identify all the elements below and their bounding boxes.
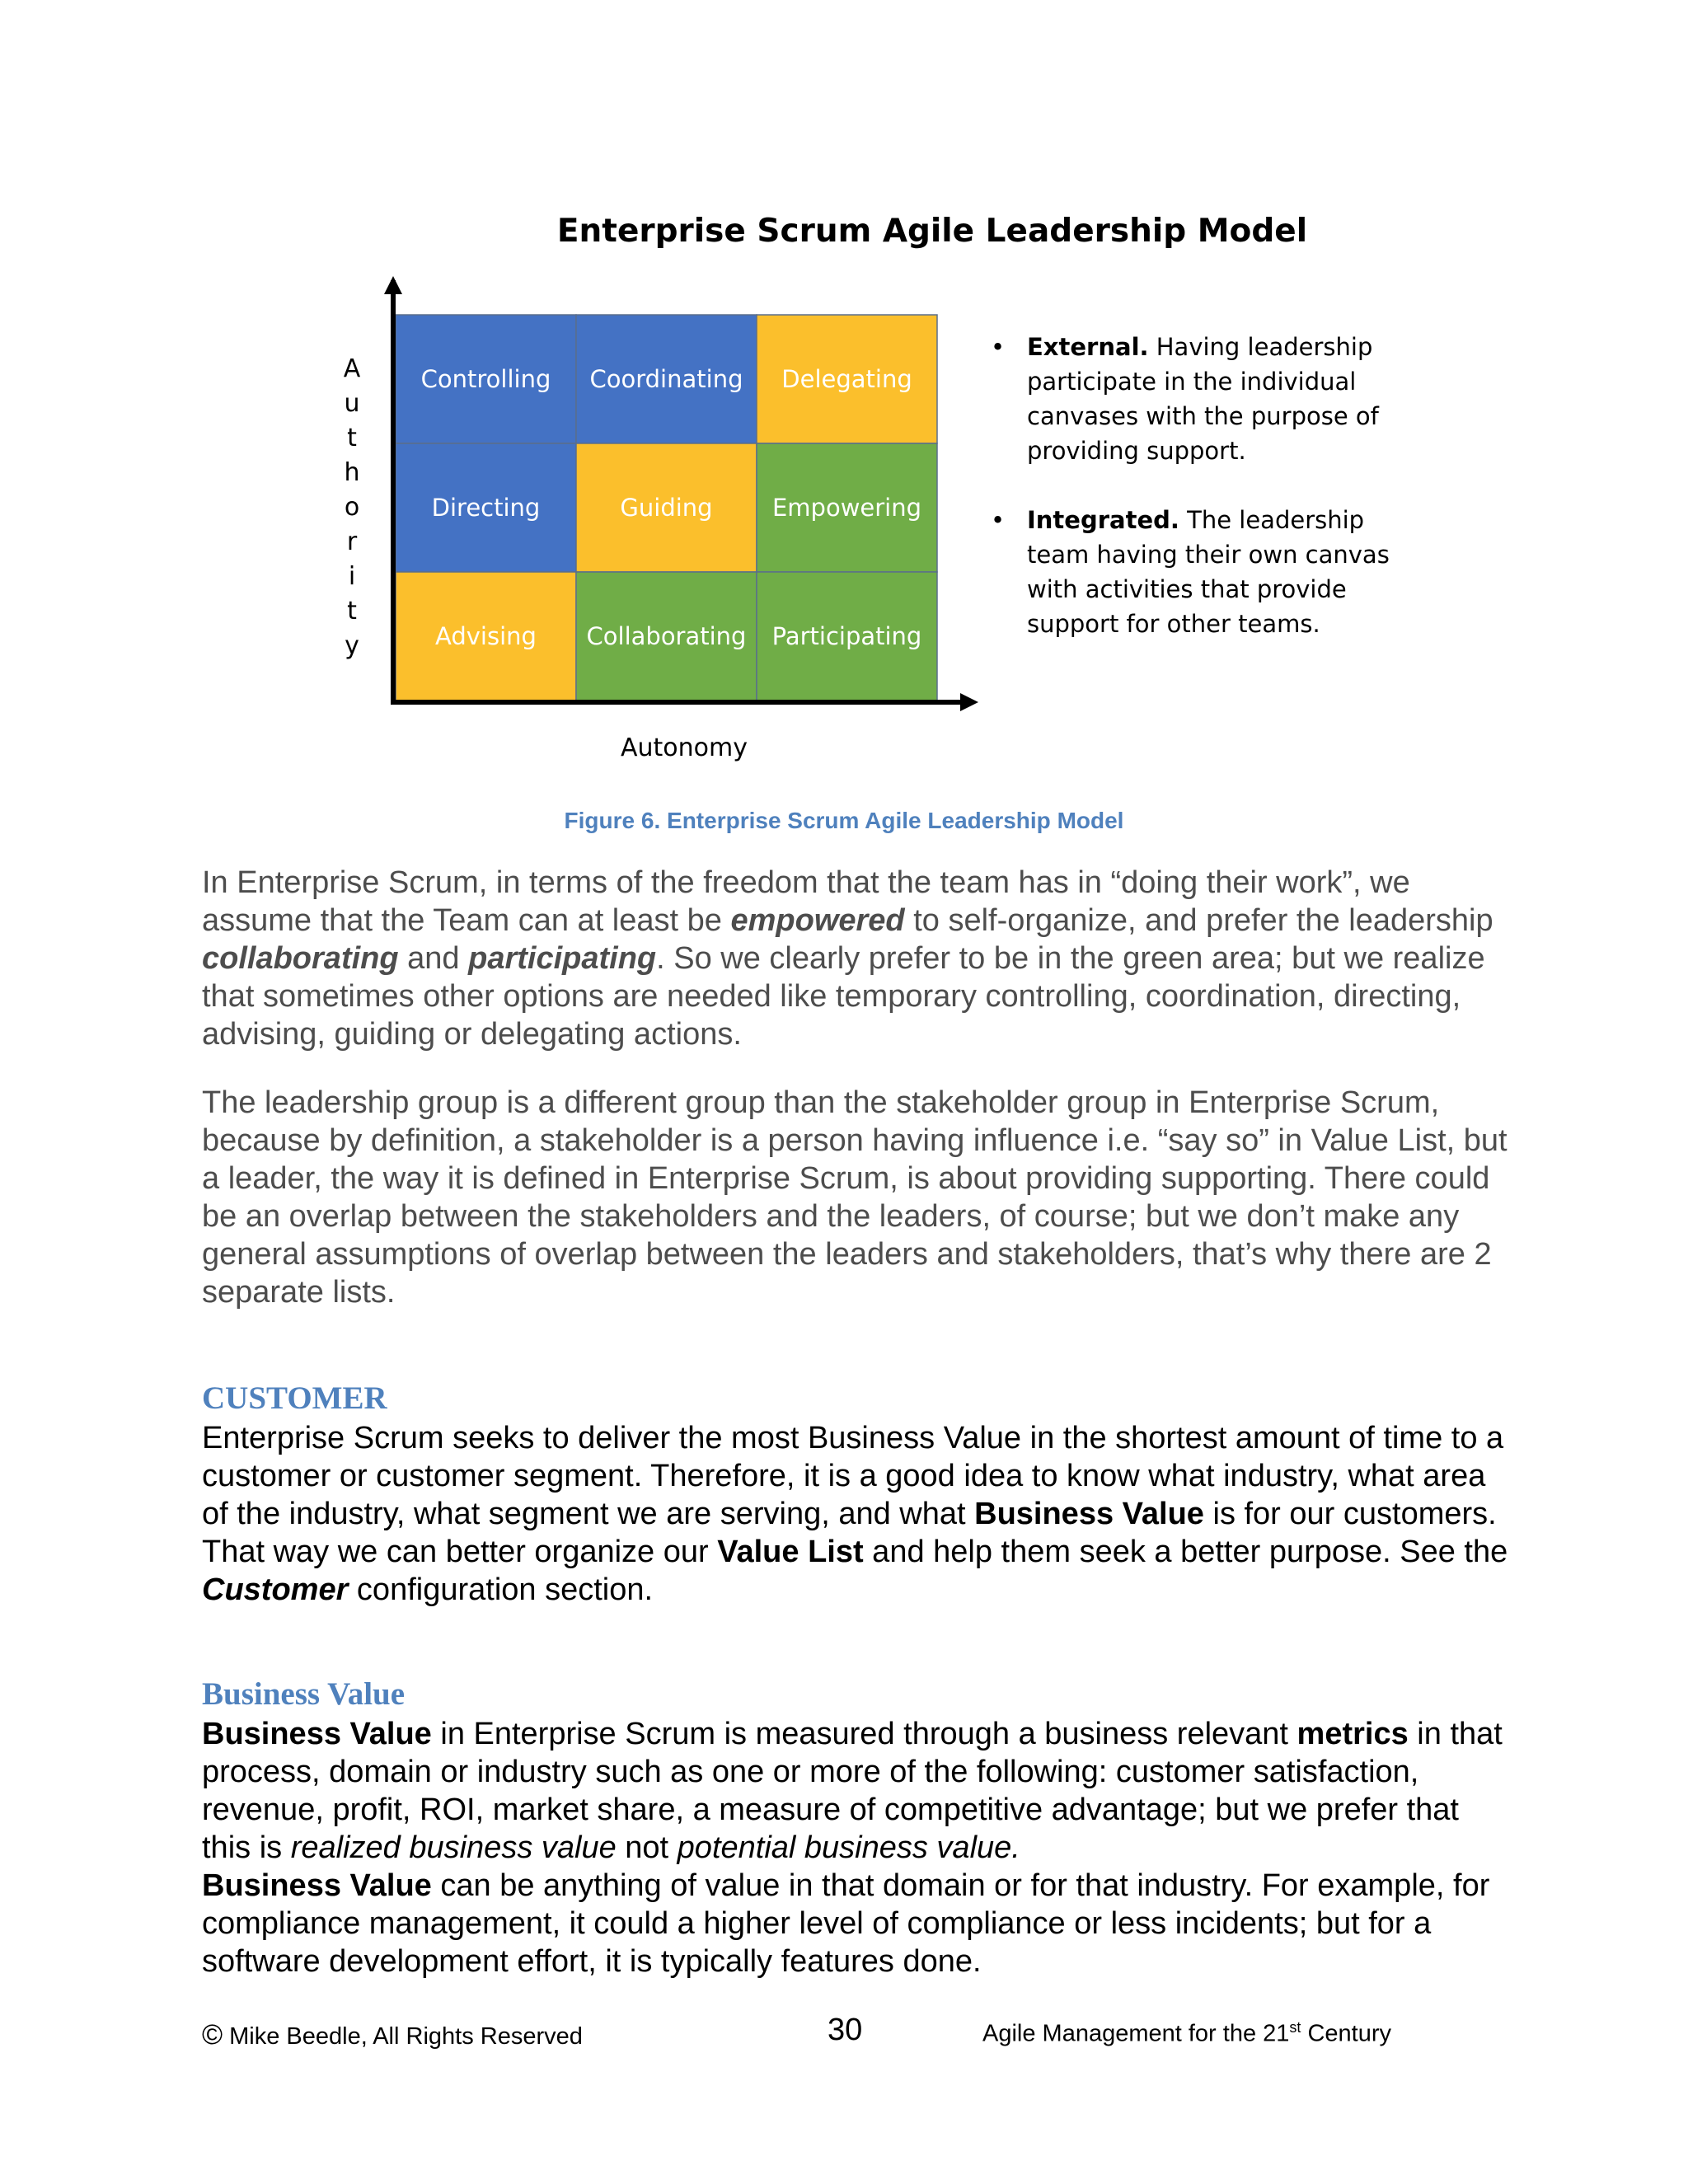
figure-caption: Figure 6. Enterprise Scrum Agile Leadership Model — [564, 808, 1124, 833]
text-run: not — [616, 1830, 678, 1865]
bullet-term: Integrated. — [1027, 506, 1179, 534]
footer-book-title — [982, 2019, 1391, 2048]
leadership-model-chart — [326, 276, 985, 771]
emphasis-empowered: empowered — [730, 903, 905, 938]
text-run: and — [398, 941, 469, 976]
figure-title: Enterprise Scrum Agile Leadership Model — [556, 213, 1308, 250]
copyright-symbol: © — [202, 2019, 223, 2050]
text-run: in that process, domain or industry such as one or more of the following: customer satisfaction, revenue, profit, ROI, market share, a measure of competitive advantage; but we prefer that this is — [202, 1717, 1503, 1865]
y-axis-letter: h — [344, 458, 360, 487]
bold-value-list: Value List — [717, 1535, 864, 1569]
text-run: can be anything of value in that domain or for that industry. For example, for compliance management, it could a higher level of compliance or less incidents; but for a software development effort, it is typically features done. — [202, 1868, 1490, 1979]
bullet-text: Having leadership participate in the individual canvases with the purpose of providing support. — [1027, 333, 1379, 465]
x-axis-label: Autonomy — [621, 733, 748, 762]
y-axis-letter: i — [348, 562, 356, 591]
italic-realized-value: realized business value — [290, 1830, 617, 1865]
emphasis-participating: participating — [468, 941, 657, 976]
text-run: to self-organize, and prefer the leadership — [904, 903, 1493, 938]
page-number: 30 — [828, 2013, 863, 2047]
paragraph-business-value — [202, 1715, 1512, 1980]
grid-label-guiding: Guiding — [620, 494, 713, 522]
y-axis-letter: r — [346, 527, 358, 556]
y-axis-letter: t — [347, 424, 357, 452]
text-run: Enterprise Scrum seeks to deliver the most Business Value in the shortest amount of time to a customer or customer segment. Therefore, it is a good idea to know what industry, what area of the industry, what segment we are serving, and what — [202, 1421, 1504, 1531]
text-run: and help them seek a better purpose. See the — [863, 1535, 1508, 1569]
heading-customer: CUSTOMER — [202, 1380, 387, 1416]
text-run: in Enterprise Scrum is measured through a business relevant — [431, 1717, 1297, 1751]
bold-business-value: Business Value — [202, 1868, 432, 1903]
bullet-external — [989, 330, 1418, 468]
bullet-term: External. — [1027, 333, 1149, 361]
y-axis-arrowhead — [384, 276, 402, 294]
y-axis-letter: t — [347, 597, 357, 626]
grid-label-participating: Participating — [771, 622, 922, 650]
y-axis-letter: A — [343, 354, 361, 383]
y-axis-label — [344, 354, 361, 660]
y-axis-letter: u — [344, 389, 360, 418]
grid-label-directing: Directing — [431, 494, 541, 522]
bold-business-value: Business Value — [974, 1497, 1204, 1531]
grid-label-advising: Advising — [435, 622, 537, 650]
y-axis-letter: y — [345, 631, 359, 660]
grid-label-delegating: Delegating — [781, 365, 912, 393]
text-run: configuration section. — [348, 1572, 654, 1607]
heading-business-value: Business Value — [202, 1676, 406, 1712]
footer-copyright — [202, 2019, 583, 2051]
bullet-text: The leadership team having their own canvas with activities that provide support for other teams. — [1027, 506, 1390, 638]
x-axis-arrowhead — [960, 693, 978, 711]
text-run: In Enterprise Scrum, in terms of the freedom that the team has in “doing their work”, we assume that the Team can at least be — [202, 865, 1410, 938]
book-title-text: Agile Management for the 21 — [982, 2020, 1290, 2047]
text-run: . So we clearly prefer to be in the green area; but we realize that sometimes other options are needed like temporary controlling, coordination, directing, advising, guiding or delegating actions. — [202, 941, 1485, 1052]
bold-metrics: metrics — [1296, 1717, 1409, 1751]
grid-label-collaborating: Collaborating — [586, 622, 747, 650]
grid-label-coordinating: Coordinating — [589, 365, 743, 393]
emphasis-customer: Customer — [202, 1572, 349, 1607]
book-title-superscript: st — [1289, 2019, 1301, 2036]
grid-label-empowering: Empowering — [771, 494, 922, 522]
text-run: is for our customers. That way we can better organize our — [202, 1497, 1497, 1569]
y-axis-letter: o — [344, 493, 360, 522]
italic-potential-value: potential business value. — [677, 1830, 1020, 1865]
book-title-end: Century — [1301, 2020, 1392, 2047]
bold-business-value: Business Value — [202, 1717, 432, 1751]
copyright-text: Mike Beedle, All Rights Reserved — [223, 2023, 583, 2050]
grid-label-controlling: Controlling — [420, 365, 551, 393]
paragraph-leadership-freedom — [202, 864, 1512, 1053]
paragraph-customer — [202, 1419, 1512, 1609]
bullet-integrated — [989, 503, 1418, 641]
paragraph-leadership-group: The leadership group is a different group than the stakeholder group in Enterprise Scrum, because by definition, a stakeholder is a person having influence i.e. “say so” in Value List, but a leader, the way it is defined in Enterprise Scrum, is about providing supporting. There could be an overlap between the stakeholders and the leaders, of course; but we don’t make any general assumptions of overlap between the leaders and stakeholders, that’s why there are 2 separate lists. — [202, 1085, 1507, 1310]
emphasis-collaborating: collaborating — [202, 941, 399, 976]
leadership-bullets — [989, 330, 1418, 676]
